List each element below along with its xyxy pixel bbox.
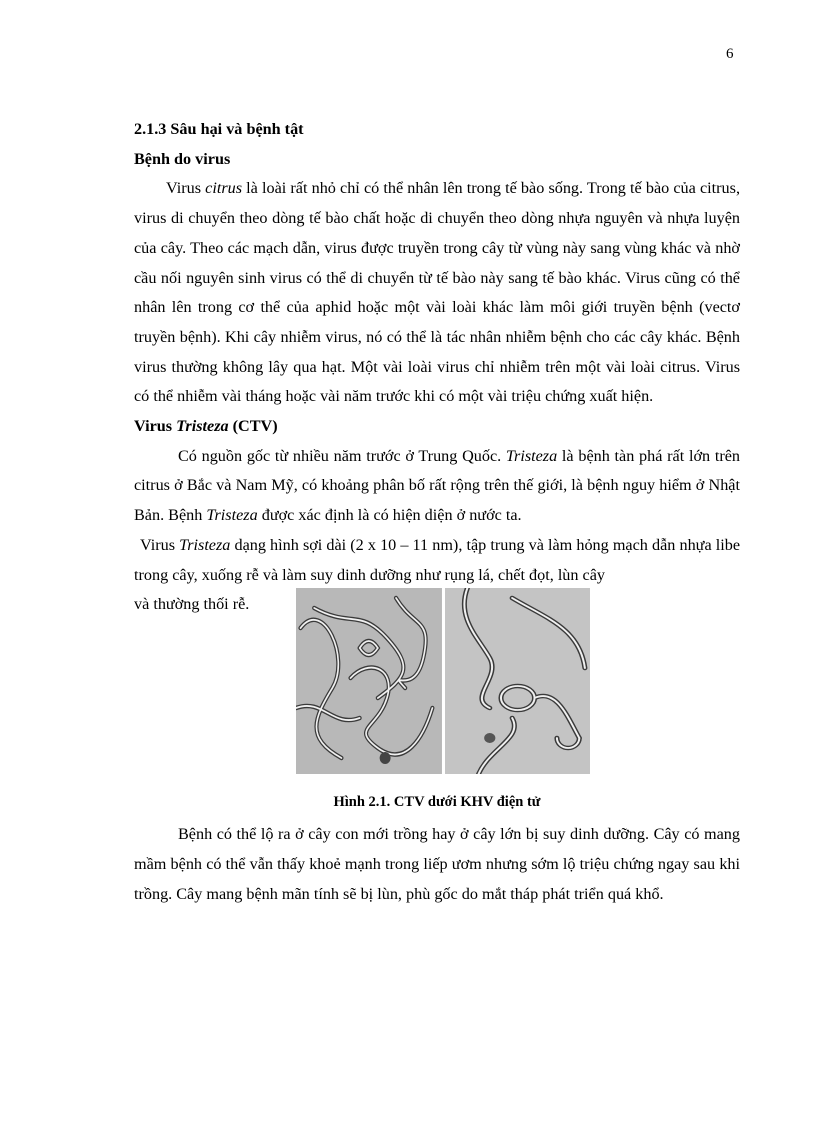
micrograph-right-image [445, 588, 591, 774]
figure-ctv-micrograph [296, 588, 590, 774]
figure-row [134, 590, 740, 790]
subheading-virus-diseases: Bệnh do virus [134, 149, 231, 168]
section-heading: 2.1.3 Sâu hại và bệnh tật [134, 120, 304, 138]
micrograph-left-image [296, 588, 442, 774]
paragraph-tristeza-description: Virus Tristeza dạng hình sợi dài (2 x 10 – 11 nm), tập trung và làm hỏng mạch dẫn nhựa libe trong cây, xuống rễ và làm suy dinh dưỡng như rụng lá, chết đọt, lùn cây [134, 535, 740, 584]
subheading-tristeza: Virus Tristeza (CTV) [134, 417, 278, 436]
paragraph-tail: và thường thối rễ. [134, 595, 250, 614]
paragraph-disease-symptoms: Bệnh có thể lộ ra ở cây con mới trồng hay ở cây lớn bị suy dinh dưỡng. Cây có mang mầm bệnh có thể vẫn thấy khoẻ mạnh trong liếp ươm nhưng sớm lộ triệu chứng ngay sau khi trồng. Cây mang bệnh mãn tính sẽ bị lùn, phù gốc do mắt tháp phát triển quá khổ. [134, 825, 740, 903]
page-content [134, 115, 740, 909]
page-number: 6 [726, 46, 734, 62]
paragraph-virus-citrus: Virus citrus là loài rất nhỏ chỉ có thể nhân lên trong tế bào sống. Trong tế bào của citrus, virus di chuyển theo dòng tế bào chất hoặc di chuyển theo dòng nhựa nguyên và nhựa luyện của cây. Theo các mạch dẫn, virus được truyền trong cây từ vùng này sang vùng khác và nhờ cầu nối nguyên sinh virus có thể di chuyển từ tế bào này sang tế bào khác. Virus cũng có thể nhân lên trong cơ thể của aphid hoặc một vài loài khác làm môi giới truyền bệnh (vectơ truyền bệnh). Khi cây nhiễm virus, nó có thể là tác nhân nhiễm bệnh cho các cây khác. Bệnh virus thường không lây qua hạt. Một vài loài virus chỉ nhiễm trên một vài loài citrus. Virus có thể nhiễm vài tháng hoặc vài năm trước khi có một vài triệu chứng xuất hiện. [134, 179, 740, 406]
figure-caption: Hình 2.1. CTV dưới KHV điện tử [333, 794, 541, 811]
paragraph-tristeza-origin: Có nguồn gốc từ nhiều năm trước ở Trung Quốc. Tristeza là bệnh tàn phá rất lớn trên citrus ở Bắc và Nam Mỹ, có khoảng phân bố rất rộng trên thế giới, là bệnh nguy hiểm ở Nhật Bản. Bệnh Tristeza được xác định là có hiện diện ở nước ta. [134, 446, 741, 525]
